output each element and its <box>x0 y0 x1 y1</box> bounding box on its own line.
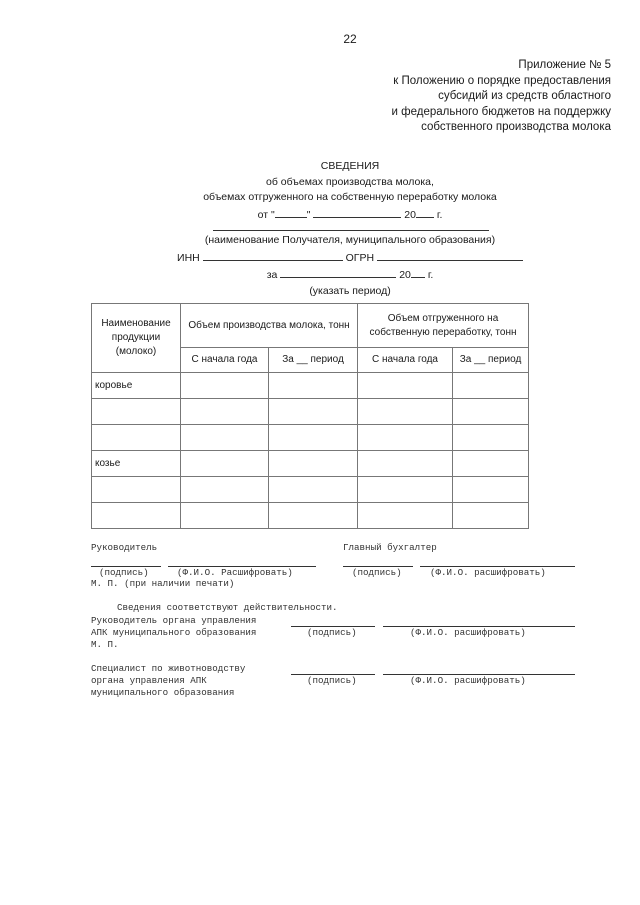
table-row <box>92 451 529 477</box>
table-cell[interactable] <box>358 503 453 529</box>
period-field[interactable] <box>280 266 396 278</box>
table-cell[interactable] <box>181 373 269 399</box>
stamp-short: М. П. <box>91 639 119 650</box>
sig-caption: (подпись) <box>307 675 357 686</box>
appendix-line: и федерального бюджетов на поддержку <box>391 105 611 118</box>
table-row <box>92 425 529 451</box>
appendix-line: собственного производства молока <box>421 121 611 133</box>
table-cell[interactable] <box>358 399 453 425</box>
recipient-caption: (наименование Получателя, муниципального образования) <box>204 234 496 246</box>
subheader-start: С начала года <box>358 348 453 373</box>
subheader-period: За __ период <box>269 348 358 373</box>
inn-field[interactable] <box>203 249 343 261</box>
row-label: коровье <box>92 373 181 399</box>
appendix-line: субсидий из средств областного <box>438 90 611 102</box>
appendix-line: к Положению о порядке предоставления <box>393 74 611 87</box>
table-cell[interactable] <box>269 451 358 477</box>
table-cell[interactable] <box>269 425 358 451</box>
date-line: от " " 20 г. <box>0 206 640 224</box>
table-cell[interactable] <box>453 503 529 529</box>
fio-caption: (Ф.И.О. расшифровать) <box>410 627 526 638</box>
table-cell[interactable] <box>453 399 529 425</box>
month-blank[interactable] <box>313 206 401 218</box>
table-cell[interactable] <box>358 425 453 451</box>
period-line: за 20 г. <box>0 266 640 284</box>
table-cell[interactable] <box>269 373 358 399</box>
fio-caption: (Ф.И.О. Расшифровать) <box>177 567 293 578</box>
page-number: 22 <box>343 32 357 46</box>
subheader-period: За __ период <box>453 348 529 373</box>
recipient-block <box>0 233 640 299</box>
document-title: СВЕДЕНИЯ <box>320 160 380 172</box>
table-cell[interactable] <box>181 477 269 503</box>
table-cell[interactable] <box>181 503 269 529</box>
fio-caption: (Ф.И.О. расшифровать) <box>430 567 546 578</box>
table-cell[interactable] <box>358 451 453 477</box>
subtitle-line: об объемах производства молока, <box>266 175 434 188</box>
table-cell[interactable] <box>181 425 269 451</box>
specialist-label: муниципального образования <box>91 687 235 698</box>
table-row <box>92 399 529 425</box>
appendix-note <box>392 58 611 136</box>
row-label <box>92 399 181 425</box>
table-cell[interactable] <box>269 399 358 425</box>
inn-ogrn-line: ИНН ОГРН <box>0 249 640 267</box>
subheader-start: С начала года <box>181 348 269 373</box>
sig-caption: (подпись) <box>307 627 357 638</box>
group-production-header: Объем производства молока, тонн <box>181 304 358 348</box>
table-cell[interactable] <box>181 451 269 477</box>
row-label <box>92 503 181 529</box>
ogrn-field[interactable] <box>377 249 523 261</box>
stamp-note: М. П. (при наличии печати) <box>91 578 235 589</box>
specialist-label: органа управления АПК <box>91 675 207 686</box>
table-cell[interactable] <box>358 373 453 399</box>
fio-caption: (Ф.И.О. расшифровать) <box>410 675 526 686</box>
row-label: козье <box>92 451 181 477</box>
row-label <box>92 425 181 451</box>
table-cell[interactable] <box>453 451 529 477</box>
year-blank[interactable] <box>416 206 434 218</box>
period-caption: (указать период) <box>309 284 391 297</box>
table-row <box>92 477 529 503</box>
table-cell[interactable] <box>181 399 269 425</box>
specialist-label: Специалист по животноводству <box>91 663 246 674</box>
data-table <box>91 303 529 529</box>
period-year-blank[interactable] <box>411 266 425 278</box>
appendix-line: Приложение № 5 <box>518 59 611 71</box>
subtitle-line: объемах отгруженного на собственную переработку молока <box>203 191 497 203</box>
agency-head-label: Руководитель органа управления <box>91 615 257 626</box>
table-cell[interactable] <box>453 425 529 451</box>
col-product-header: Наименование продукции (молоко) <box>92 304 181 373</box>
row-label <box>92 477 181 503</box>
confirm-text: Сведения соответствуют действительности. <box>117 602 338 613</box>
table-cell[interactable] <box>269 503 358 529</box>
sig-caption: (подпись) <box>99 567 149 578</box>
day-blank[interactable] <box>275 206 307 218</box>
agency-head-label: АПК муниципального образования <box>91 627 257 638</box>
table-cell[interactable] <box>358 477 453 503</box>
table-cell[interactable] <box>269 477 358 503</box>
table-cell[interactable] <box>453 373 529 399</box>
document-header <box>0 159 640 223</box>
sig-caption: (подпись) <box>352 567 402 578</box>
table-row <box>92 373 529 399</box>
table-row <box>92 503 529 529</box>
head-label: Руководитель <box>91 542 158 553</box>
recipient-line[interactable] <box>213 230 489 231</box>
table-cell[interactable] <box>453 477 529 503</box>
group-shipped-header: Объем отгруженного на собственную переработку, тонн <box>358 304 529 348</box>
accountant-label: Главный бухгалтер <box>343 542 437 553</box>
